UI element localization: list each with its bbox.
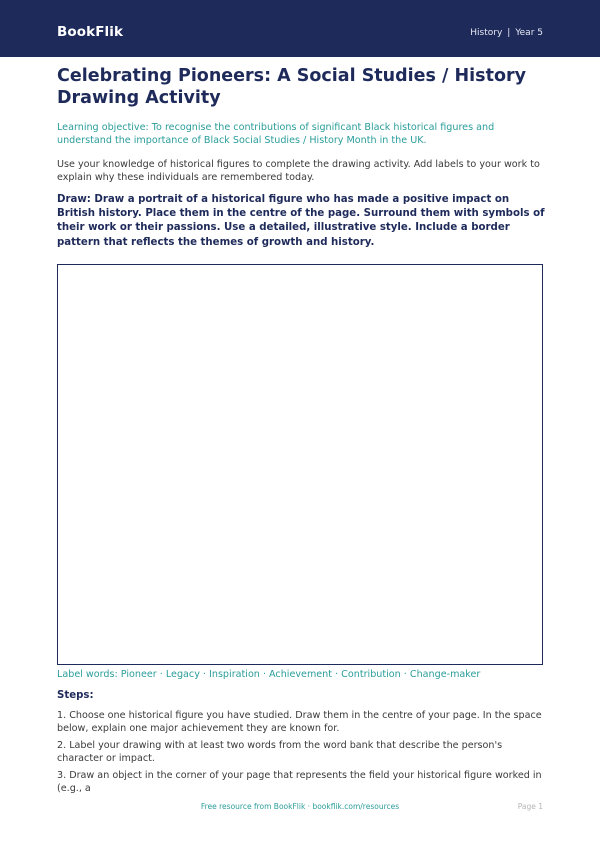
step-item: 2. Label your drawing with at least two words from the word bank that describe the person's character or impact. <box>57 740 503 764</box>
subject-label: History <box>470 28 503 38</box>
brand-logo: BookFlik <box>57 24 124 40</box>
footer-credit: Free resource from BookFlik · bookflik.com/resources <box>200 802 400 811</box>
drawing-prompt: Draw: Draw a portrait of a historical figure who has made a positive impact on British history. Place them in the centre of the page. Surround them with symbols of their work or their passions. Use a detailed, illustrative style. Include a border pattern that reflects the themes of growth and history. <box>57 194 545 248</box>
steps-heading: Steps: <box>57 690 94 701</box>
intro-text: Use your knowledge of historical figures to complete the drawing activity. Add labels to your work to explain why these individuals are remembered today. <box>57 159 540 183</box>
step-item: 1. Choose one historical figure you have studied. Draw them in the centre of your page. In the space below, explain one major achievement they are known for. <box>57 710 542 734</box>
page-title: Celebrating Pioneers: A Social Studies / History Drawing Activity <box>57 66 527 108</box>
top-banner <box>0 0 600 57</box>
label-word-bank: Label words: Pioneer · Legacy · Inspiration · Achievement · Contribution · Change-maker <box>57 669 481 680</box>
learning-objective: Learning objective: To recognise the contributions of significant Black historical figures and understand the importance of Black Social Studies / History Month in the UK. <box>57 122 495 146</box>
drawing-area[interactable] <box>57 264 543 665</box>
page-number: Page 1 <box>517 802 543 811</box>
meta-separator: | <box>507 28 511 38</box>
year-label: Year 5 <box>515 28 543 38</box>
header-meta <box>470 28 543 38</box>
step-item: 3. Draw an object in the corner of your page that represents the field your historical figure worked in (e.g., a <box>57 770 542 794</box>
steps-list <box>57 709 547 799</box>
